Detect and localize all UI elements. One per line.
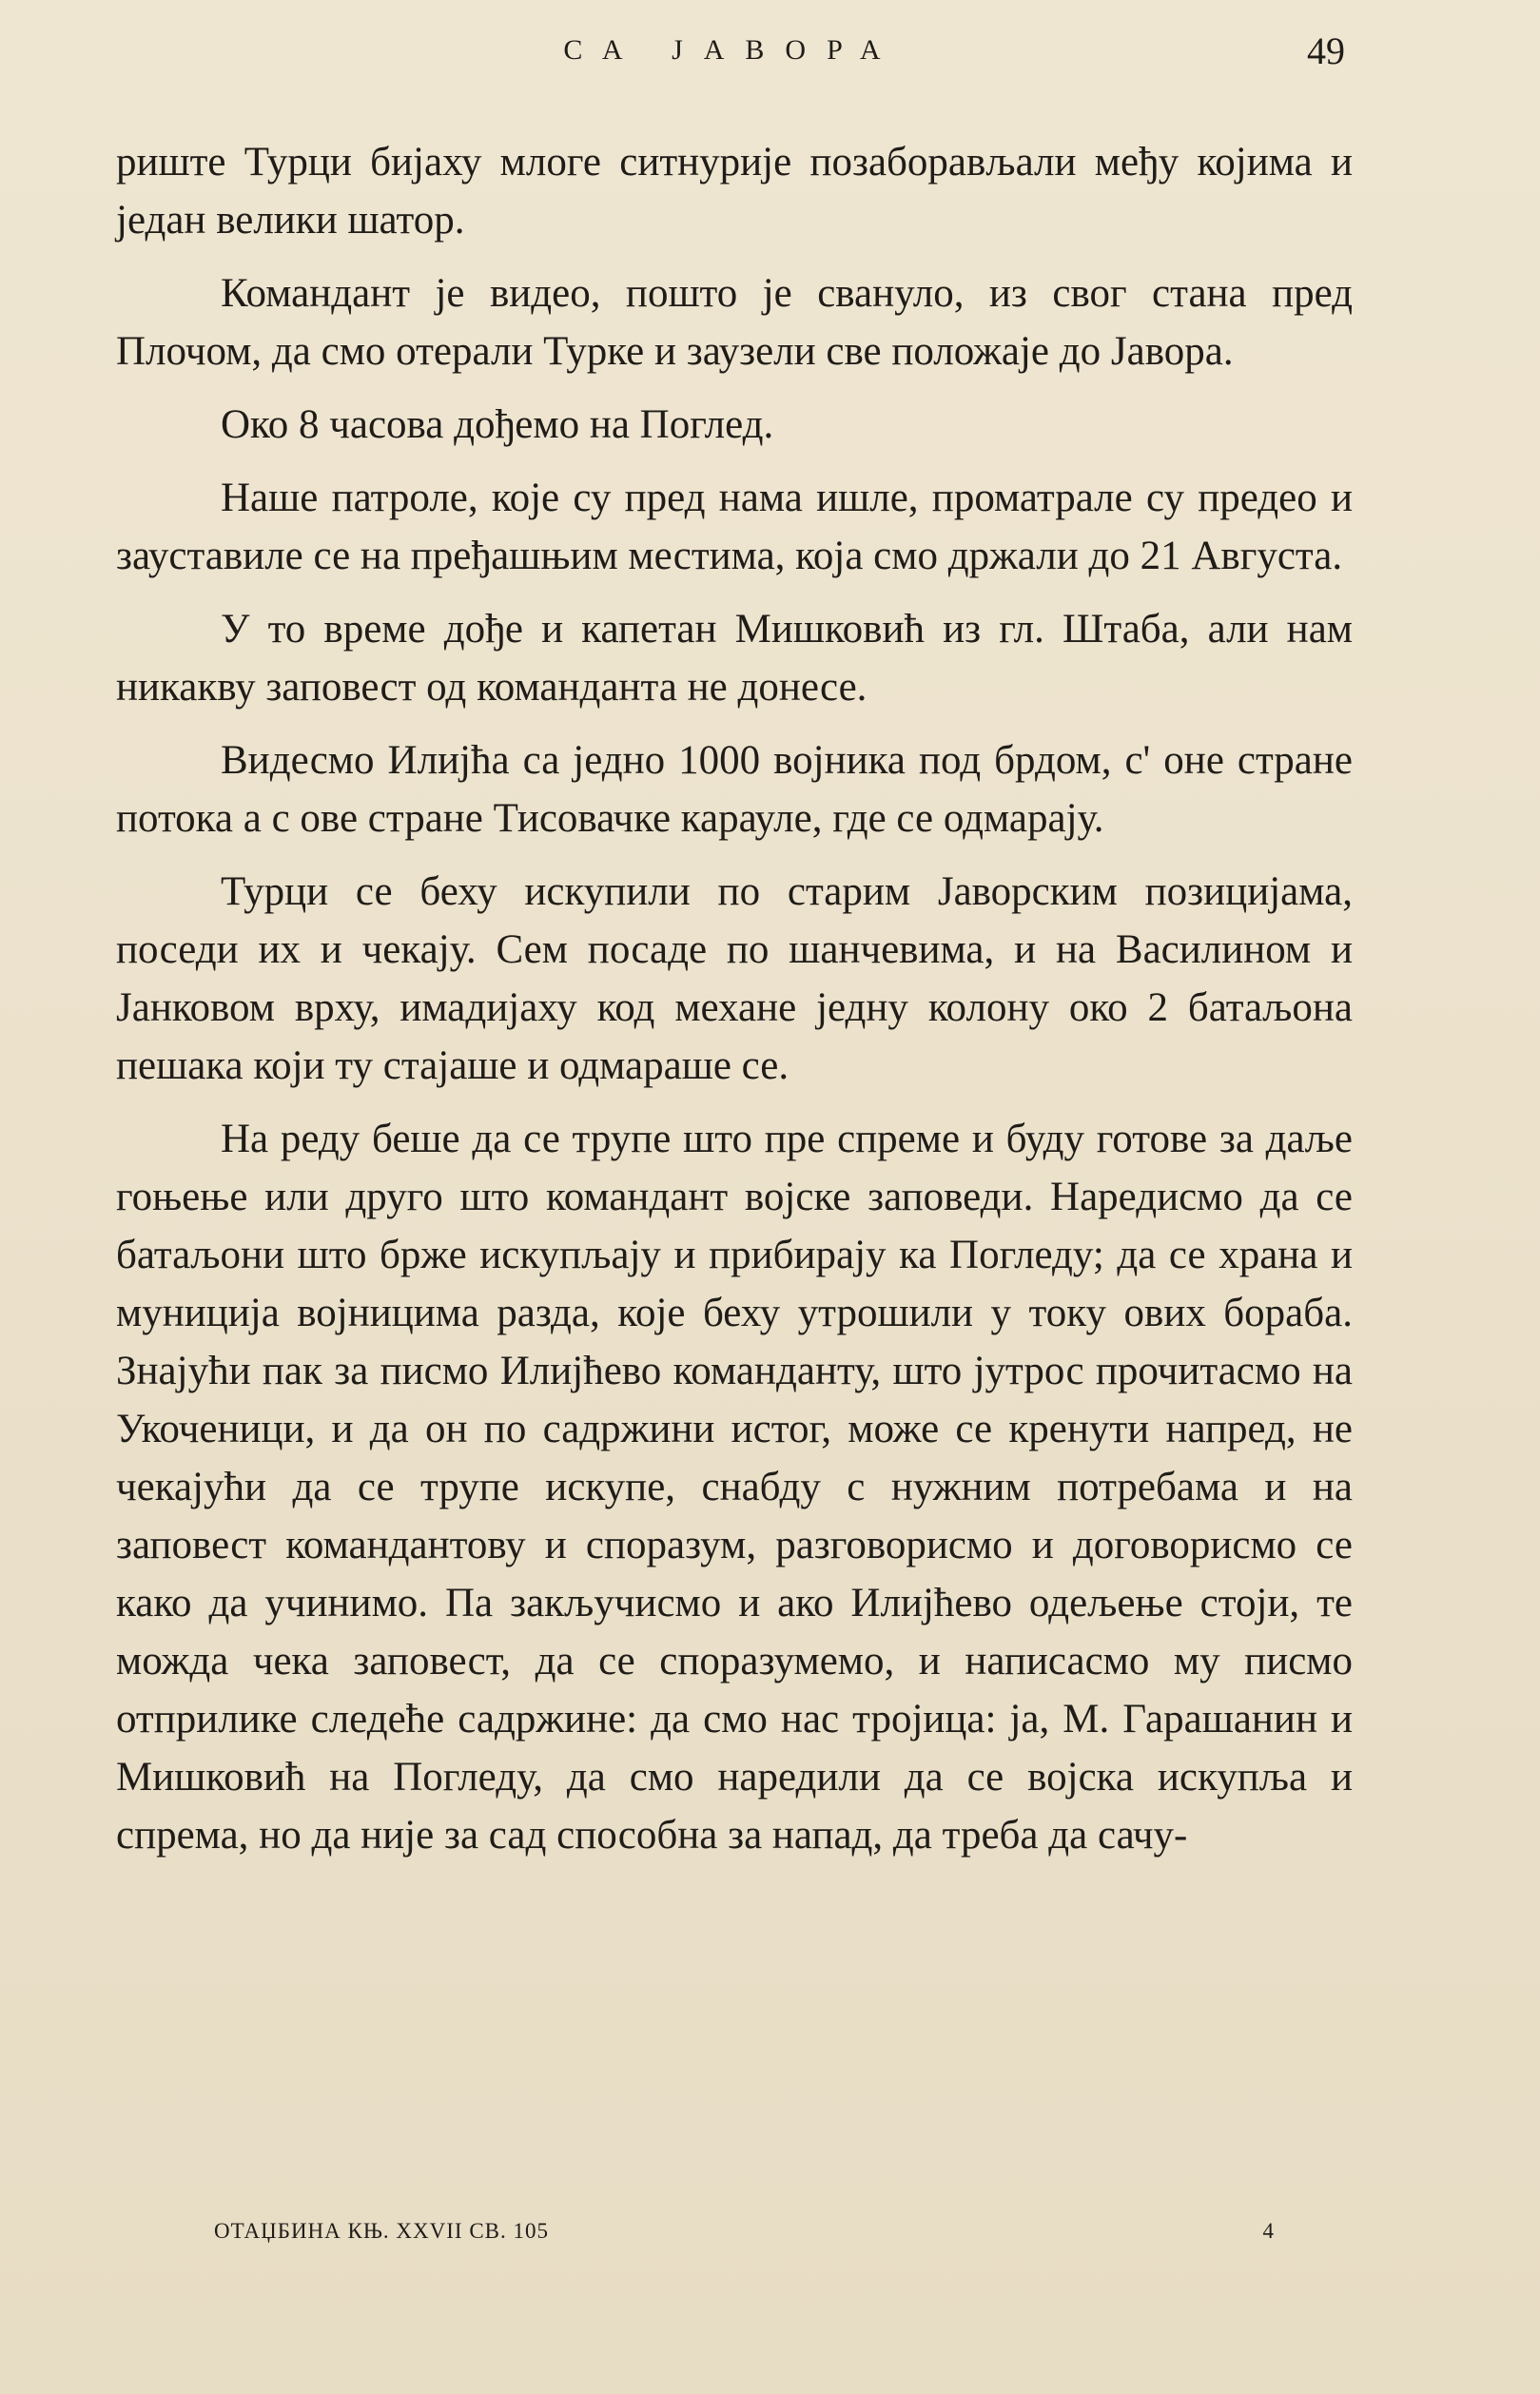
sheet-number: 4 [1262,2219,1274,2243]
paragraph: Око 8 часова дођемо на Поглед. [221,402,774,447]
printer-signature: ОТАЏБИНА КЊ. XXVII СВ. 105 [214,2219,549,2243]
body-text [116,133,1353,1864]
paragraph: Наше патроле, које су пред нама ишле, проматрале су предео и зауставиле се на пређашњим местима, која смо држали до 21 Августа. [116,476,1353,578]
paragraph: Турци се беху искупили по старим Јаворским позицијама, поседи их и чекају. Сем посаде по шанчевима, и на Василином и Јанковом врху, имадијаху код механе једну колону око 2 батаљона пешака који ту стајаше и одмараше се. [116,869,1353,1088]
page-header [0,29,1540,86]
paragraph: Видесмо Илијћа са једно 1000 војника под брдом, с' оне стране потока а с ове стране Тисовачке карауле, где се одмарају. [116,738,1353,841]
paragraph: На реду беше да се трупе што пре спреме и буду готове за даље гоњење или друго што командант војске заповеди. Наредисмо да се батаљони што брже искупљају и прибирају ка Погледу; да се храна и муниција војницима разда, које беху утрошили у току ових бораба. Знајући пак за писмо Илијћево команданту, што јутрос прочитасмо на Укоченици, и да он по садржини истог, може се кренути напред, не чекајући да се трупе искупе, снабду с нужним потребама и на заповест командантову и споразум, разговорисмо и договорисмо се како да учинимо. Па закључисмо и ако Илијћево одељење стоји, те можда чека заповест, да се споразумемо, и написасмо му писмо отприлике следеће садржине: да смо нас тројица: ја, М. Гарашанин и Мишковић на Погледу, да смо наредили да се војска искупља и спрема, но да није за сад способна за напад, да треба да сачу- [116,1117,1353,1858]
paragraph: У то време дође и капетан Мишковић из гл. Штаба, али нам никакву заповест од команданта не донесе. [116,607,1353,710]
page-number: 49 [1307,29,1345,72]
paragraph: риште Турци бијаху млоге ситнурије позаборављали међу којима и један велики шатор. [116,140,1353,243]
paragraph: Командант је видео, пошто је свануло, из свог стана пред Плочом, да смо отерали Турке и заузели све положаје до Јавора. [116,271,1353,374]
running-title: СА ЈАВОРА [563,34,902,66]
